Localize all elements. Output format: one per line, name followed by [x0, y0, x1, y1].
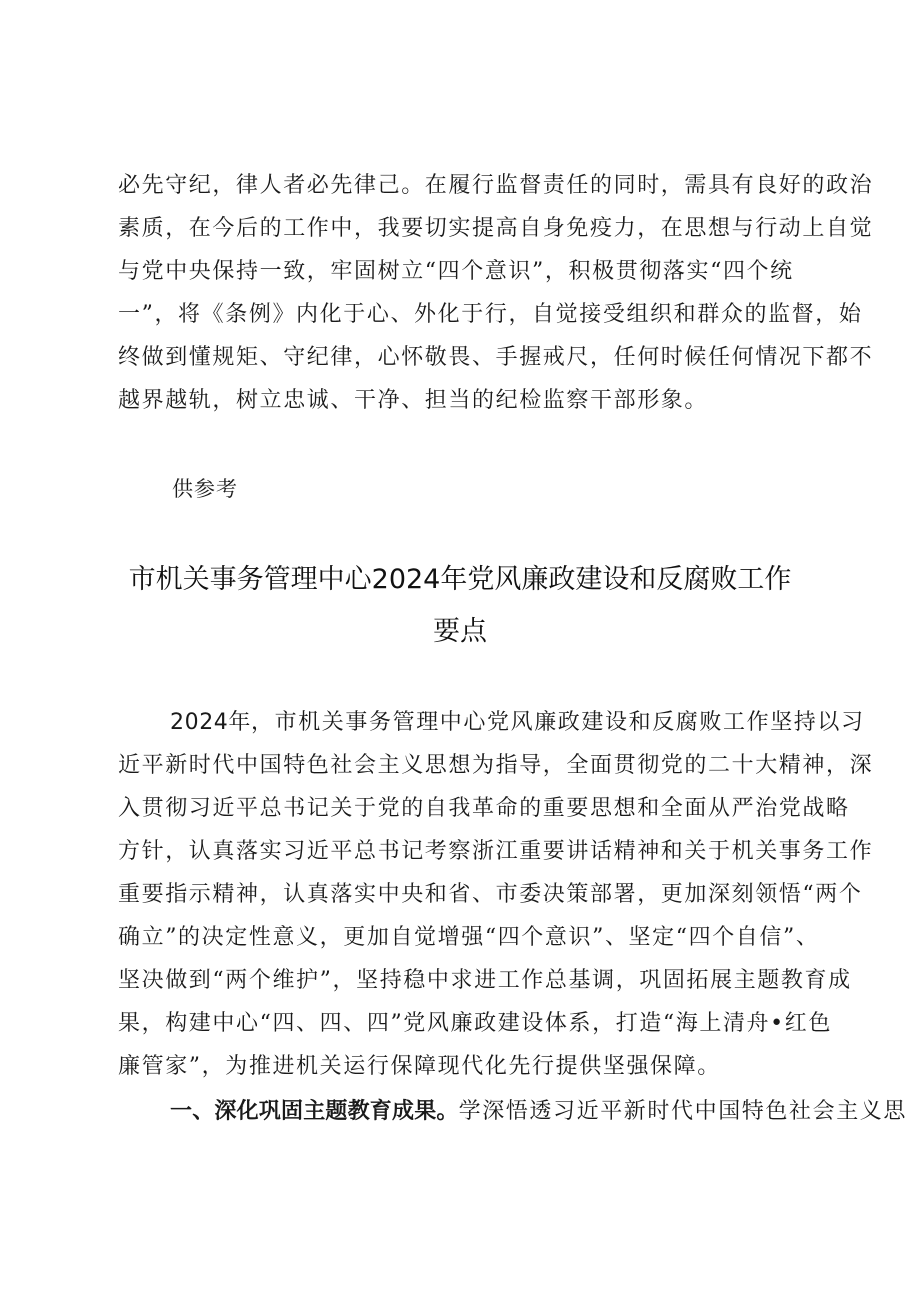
reference-note: 供参考 [172, 477, 238, 501]
intro-paragraph-line: 坚决做到“两个维护”，坚持稳中求进工作总基调，巩固拓展主题教育成 [118, 968, 852, 993]
document-title-line-1: 市机关事务管理中心2024年党风廉政建设和反腐败工作 [128, 564, 792, 595]
intro-paragraph-line: 廉管家”，为推进机关运行保障现代化先行提供坚强保障。 [118, 1054, 721, 1079]
intro-year: 2024年 [170, 710, 251, 735]
intro-paragraph-line: 近平新时代中国特色社会主义思想为指导，全面贯彻党的二十大精神，深 [118, 753, 874, 778]
intro-paragraph-line: 果，构建中心“四、四、四”党风廉政建设体系，打造“海上清舟•红色 [118, 1011, 832, 1036]
section-1-text: 学深悟透习近平新时代中国特色社会主义思 [458, 1099, 908, 1124]
prev-paragraph-line: 与党中央保持一致，牢固树立“四个意识”，积极贯彻落实“四个统 [118, 259, 794, 284]
section-1-first-line [118, 1097, 908, 1127]
intro-paragraph-first-line [118, 708, 865, 738]
document-title-line-2: 要点 [433, 616, 487, 647]
prev-paragraph-line: 一”，将《条例》内化于心、外化于行，自觉接受组织和群众的监督，始 [118, 302, 863, 327]
section-1-heading: 一、深化巩固主题教育成果。 [170, 1099, 459, 1124]
intro-paragraph-line: 重要指示精神，认真落实中央和省、市委决策部署，更加深刻领悟“两个 [118, 882, 863, 907]
prev-paragraph-line: 素质，在今后的工作中，我要切实提高自身免疫力，在思想与行动上自觉 [118, 216, 874, 241]
intro-first-line-text: ，市机关事务管理中心党风廉政建设和反腐败工作坚持以习 [251, 710, 865, 735]
intro-paragraph-line: 方针，认真落实习近平总书记考察浙江重要讲话精神和关于机关事务工作 [118, 839, 874, 864]
prev-paragraph-line: 越界越轨，树立忠诚、干净、担当的纪检监察干部形象。 [118, 388, 709, 413]
prev-paragraph-line: 终做到懂规矩、守纪律，心怀敬畏、手握戒尺，任何时候任何情况下都不 [118, 345, 874, 370]
prev-paragraph-line: 必先守纪，律人者必先律己。在履行监督责任的同时，需具有良好的政治 [118, 173, 874, 198]
intro-paragraph-line: 确立”的决定性意义，更加自觉增强“四个意识”、坚定“四个自信”、 [118, 925, 820, 950]
intro-paragraph-line: 入贯彻习近平总书记关于党的自我革命的重要思想和全面从严治党战略 [118, 796, 850, 821]
